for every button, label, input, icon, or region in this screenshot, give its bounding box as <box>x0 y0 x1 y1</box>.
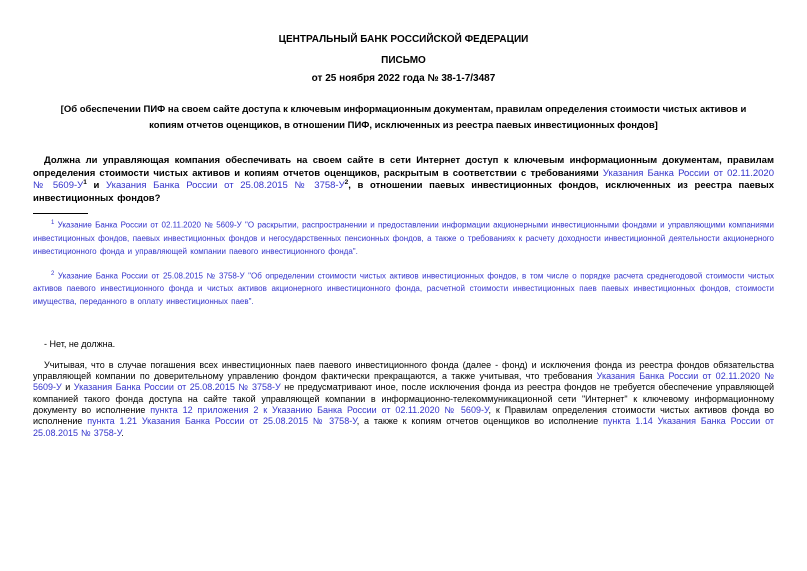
link-punkt-1-14[interactable]: пункта 1.14 Указания Банка России от 25.08.2015 № 3758-У <box>33 416 774 438</box>
document-type: ПИСЬМО <box>381 55 426 66</box>
document-date-number: от 25 ноября 2022 года № 38-1-7/3487 <box>311 73 496 84</box>
question-text: и <box>86 180 106 191</box>
question-text: Должна ли управляющая компания обеспечивать на своем сайте в сети Интернет доступ к ключевым информационным документам, правилам определения стоимости чистых активов и копиям отчетов оценщиков, раскрытым в соответствии с требованиями <box>33 155 774 179</box>
footnote-1-marker: 1 <box>51 220 55 226</box>
footnote-2-text: Указание Банка России от 25.08.2015 № 3758-У "Об определении стоимости чистых активов инвестиционных фондов, в том числе о порядке расчета среднегодовой стоимости чистых активов паевого инвестиционного фонда и чистых активов акционерного инвестиционного фонда, расчетной стоимости инвестиционных паев паевых инвестиционных фондов, стоимости имущества, переданного в оплату инвестиционных паев". <box>33 271 774 307</box>
link-ukazanie-5609-u[interactable]: Указания Банка России от 02.11.2020 № 5609-У <box>33 167 774 191</box>
question-text: , в отношении паевых инвестиционных фондов, исключенных из реестра паевых инвестиционных фондов? <box>33 180 775 204</box>
conclusion-text: не предусматривают иное, после исключения фонда из реестра фондов не требуется обеспечение управляющей компанией такого фонда доступа на сайте такой управляющей компании в информационно-телекоммуникационной сети "Интернет" к ключевому информационному документу во исполнение <box>33 382 775 415</box>
conclusion-text: . <box>121 427 124 438</box>
footnote-2 <box>33 268 774 309</box>
question-paragraph <box>33 155 774 205</box>
conclusion-text: Учитывая, что в случае погашения всех инвестиционных паев паевого инвестиционного фонда (далее - фонд) и исключения фонда из реестра фондов обязательства управляющей компании по доверительному управлению фондом фактически прекращаются, а также учитывая, что требования <box>33 359 774 382</box>
link-ukazanie-5609-u[interactable]: Указания Банка России от 02.11.2020 № 5609-У <box>33 371 774 393</box>
conclusion-text: и <box>61 382 74 393</box>
issuer-organization: ЦЕНТРАЛЬНЫЙ БАНК РОССИЙСКОЙ ФЕДЕРАЦИИ <box>278 34 529 45</box>
footnote-separator <box>33 213 88 214</box>
link-punkt-12-prilozhenie-2[interactable]: пункта 12 приложения 2 к Указанию Банка России от 02.11.2020 № 5609-У <box>150 405 489 415</box>
footnote-ref-1[interactable]: 1 <box>83 178 87 186</box>
document-subject: [Об обеспечении ПИФ на своем сайте доступа к ключевым информационным документам, правилам определения стоимости чистых активов и копиям отчетов оценщиков, в отношении ПИФ, исключенных из реестра паевых инвестиционных фондов] <box>60 104 747 131</box>
footnote-1-text: Указание Банка России от 02.11.2020 № 5609-У "О раскрытии, распространении и предоставлении информации акционерными инвестиционными фондами и управляющими компаниями инвестиционных фондов, паевых инвестиционных фондов и негосударственных пенсионных фондов, а также о требованиях к расчету доходности инвестиционной деятельности акционерного инвестиционного фонда и управляющей компании паевого инвестиционного фонда". <box>33 220 774 256</box>
link-punkt-1-21[interactable]: пункта 1.21 Указания Банка России от 25.08.2015 № 3758-У <box>87 416 357 427</box>
footnote-2-marker: 2 <box>51 270 55 277</box>
footnote-1 <box>33 217 774 258</box>
conclusion-paragraph <box>33 360 774 439</box>
link-ukazanie-3758-u[interactable]: Указания Банка России от 25.08.2015 № 3758-У <box>73 382 281 393</box>
conclusion-text: , к Правилам определения стоимости чистых активов фонда во исполнение <box>33 405 774 427</box>
conclusion-text: , а также к копиям отчетов оценщиков во исполнение <box>356 416 604 427</box>
footnote-ref-2[interactable]: 2 <box>344 178 349 186</box>
answer-line: - Нет, не должна. <box>44 339 116 350</box>
link-ukazanie-3758-u[interactable]: Указания Банка России от 25.08.2015 № 3758-У <box>105 180 345 191</box>
